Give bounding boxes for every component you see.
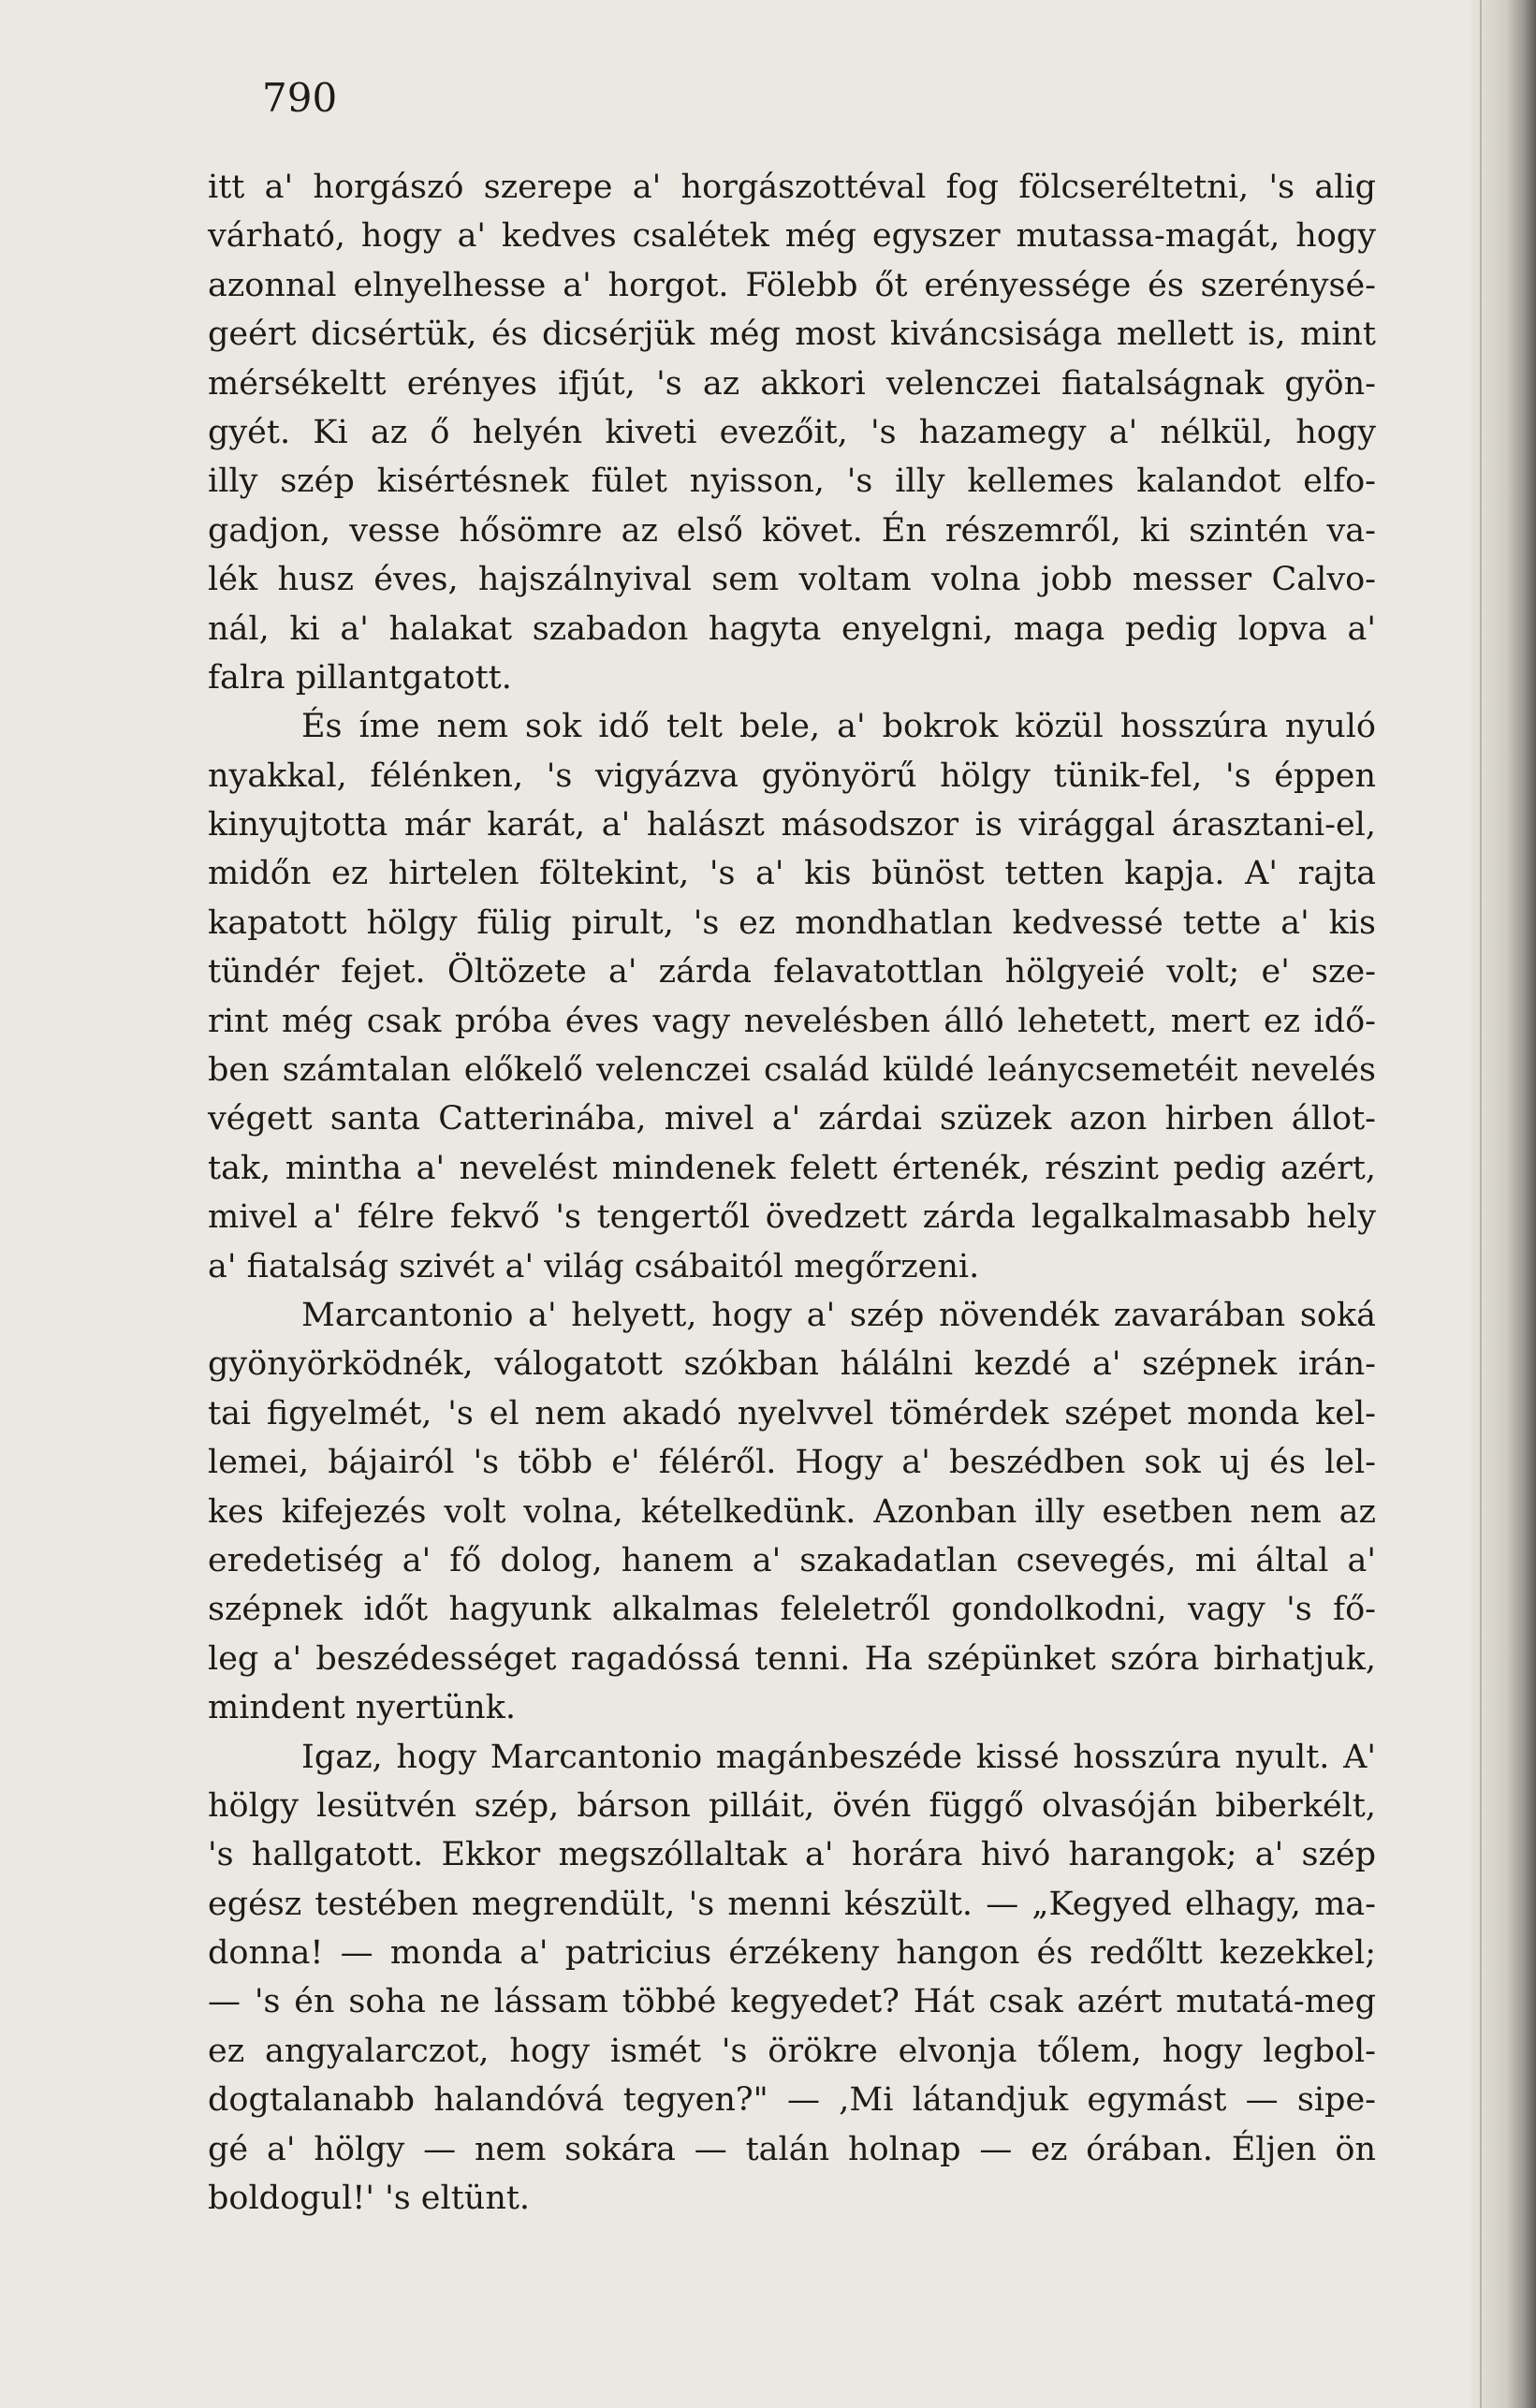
- text-line: 's hallgatott. Ekkor megszóllaltak a' horára hivó harangok; a' szép: [208, 1836, 1376, 1874]
- text-line: donna! — monda a' patricius érzékeny hangon és redőltt kezekkel;: [208, 1934, 1376, 1973]
- text-line: geért dicsértük, és dicsérjük még most kiváncsisága mellett is, mint: [208, 316, 1376, 354]
- text-line: gé a' hölgy — nem sokára — talán holnap — ez órában. Éljen ön: [208, 2130, 1376, 2168]
- page-edge-line: [1480, 0, 1482, 2408]
- text-line: hölgy lesütvén szép, bárson pilláit, övén függő olvasóján biberkélt,: [208, 1786, 1376, 1825]
- text-line: rint még csak próba éves vagy nevelésben álló lehetett, mert ez idő-: [208, 1002, 1376, 1040]
- text-line: boldogul!' 's eltünt.: [208, 2180, 531, 2218]
- text-line: — 's én soha ne lássam többé kegyedet? Hát csak azért mutatá-meg: [208, 1983, 1376, 2021]
- paragraph: [208, 1733, 1376, 2224]
- text-line: mérsékeltt erényes ifjút, 's az akkori velenczei fiatalságnak gyön-: [208, 364, 1376, 403]
- text-line: És íme nem sok idő telt bele, a' bokrok közül hosszúra nyuló: [301, 708, 1376, 746]
- text-line: egész testében megrendült, 's menni készült. — „Kegyed elhagy, ma-: [208, 1885, 1376, 1923]
- text-line: várható, hogy a' kedves csalétek még egyszer mutassa-magát, hogy: [208, 217, 1376, 256]
- text-line: kes kifejezés volt volna, kételkedünk. Azonban illy esetben nem az: [208, 1492, 1376, 1531]
- text-line: midőn ez hirtelen föltekint, 's a' kis bünöst tetten kapja. A' rajta: [208, 855, 1376, 893]
- text-line: nyakkal, félénken, 's vigyázva gyönyörű hölgy tünik-fel, 's éppen: [208, 756, 1376, 795]
- text-line: végett santa Catterinába, mivel a' zárdai szüzek azon hirben állot-: [208, 1100, 1376, 1138]
- text-line: gyönyörködnék, válogatott szókban hálálni kezdé a' szépnek irán-: [208, 1345, 1376, 1384]
- text-line: nál, ki a' halakat szabadon hagyta enyelgni, maga pedig lopva a': [208, 609, 1376, 648]
- text-line: tak, mintha a' nevelést mindenek felett értenék, részint pedig azért,: [208, 1149, 1376, 1187]
- text-line: eredetiség a' fő dolog, hanem a' szakadatlan csevegés, mi által a': [208, 1541, 1376, 1579]
- text-line: falra pillantgatott.: [208, 658, 512, 697]
- paragraph: [208, 1291, 1376, 1733]
- text-line: ez angyalarczot, hogy ismét 's örökre elvonja tőlem, hogy legbol-: [208, 2032, 1376, 2070]
- text-line: gyét. Ki az ő helyén kiveti evezőit, 's hazamegy a' nélkül, hogy: [208, 413, 1376, 451]
- text-line: lemei, bájairól 's több e' féléről. Hogy a' beszédben sok uj és lel-: [208, 1444, 1376, 1482]
- text-line: tai figyelmét, 's el nem akadó nyelvvel tömérdek szépet monda kel-: [208, 1394, 1376, 1432]
- text-line: gadjon, vesse hősömre az első követ. Én részemről, ki szintén va-: [208, 511, 1376, 550]
- page-number: 790: [262, 75, 338, 121]
- text-line: tündér fejet. Öltözete a' zárda felavatottlan hölgyeié volt; e' sze-: [208, 953, 1376, 991]
- text-line: szépnek időt hagyunk alkalmas feleletről gondolkodni, vagy 's fő-: [208, 1591, 1376, 1629]
- paragraph: [208, 702, 1376, 1291]
- text-line: mindent nyertünk.: [208, 1689, 517, 1727]
- paragraph: [208, 163, 1376, 702]
- text-line: leg a' beszédességet ragadóssá tenni. Ha szépünket szóra birhatjuk,: [208, 1639, 1376, 1678]
- text-line: dogtalanabb halandóvá tegyen?" — ,Mi látandjuk egymást — sipe-: [208, 2081, 1376, 2120]
- text-line: lék husz éves, hajszálnyival sem voltam volna jobb messer Calvo-: [208, 561, 1376, 599]
- text-line: itt a' horgászó szerepe a' horgászottéval fog fölcseréltetni, 's alig: [208, 169, 1376, 206]
- text-line: kapatott hölgy fülig pirult, 's ez mondhatlan kedvessé tette a' kis: [208, 903, 1376, 942]
- text-line: Igaz, hogy Marcantonio magánbeszéde kissé hosszúra nyult. A': [301, 1738, 1376, 1776]
- body-text: [208, 163, 1376, 2223]
- text-line: illy szép kisértésnek fület nyisson, 's illy kellemes kalandot elfo-: [208, 463, 1376, 501]
- text-line: ben számtalan előkelő velenczei család küldé leánycsemetéit nevelés: [208, 1051, 1376, 1090]
- text-line: kinyujtotta már karát, a' halászt másodszor is virággal árasztani-el,: [208, 806, 1376, 844]
- text-line: mivel a' félre fekvő 's tengertől övedzett zárda legalkalmasabb hely: [208, 1198, 1376, 1237]
- text-line: azonnal elnyelhesse a' horgot. Fölebb őt erényessége és szerénysé-: [208, 266, 1376, 304]
- text-line: Marcantonio a' helyett, hogy a' szép növendék zavarában soká: [301, 1296, 1376, 1334]
- text-line: a' fiatalság szivét a' világ csábaitól megőrzeni.: [208, 1247, 980, 1285]
